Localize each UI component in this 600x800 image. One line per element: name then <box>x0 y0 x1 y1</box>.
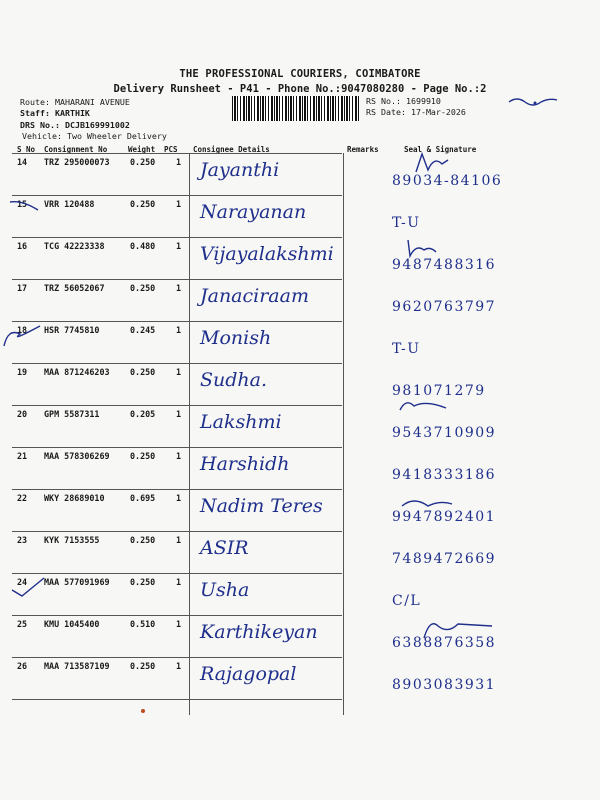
row-consignment: WKY 28689010 <box>44 493 105 503</box>
row-signature: 9543710909 <box>392 425 497 441</box>
row-pcs: 1 <box>176 409 182 419</box>
row-divider <box>12 699 342 700</box>
row-weight: 0.250 <box>130 367 156 377</box>
row-weight: 0.245 <box>130 325 156 335</box>
row-weight: 0.250 <box>130 451 156 461</box>
col-weight: Weight <box>128 145 156 154</box>
row-sno: 22 <box>17 493 28 503</box>
row-consignment: GPM 5587311 <box>44 409 100 419</box>
row-consignee-name: Karthikeyan <box>200 621 318 643</box>
row-divider <box>12 531 342 532</box>
row-divider <box>12 573 342 574</box>
row-pcs: 1 <box>176 619 182 629</box>
row-consignment: TRZ 56052067 <box>44 283 105 293</box>
barcode <box>232 96 360 121</box>
drs-label: DRS No.: DCJB169991002 <box>20 120 130 130</box>
col-seal: Seal & Signature <box>404 145 477 154</box>
row-weight: 0.250 <box>130 157 156 167</box>
row-consignment: KMU 1045400 <box>44 619 100 629</box>
row-divider <box>12 405 342 406</box>
row-consignee-name: Rajagopal <box>200 663 297 685</box>
row-consignee-name: Lakshmi <box>200 411 282 433</box>
signature-icon <box>412 150 452 176</box>
row-pcs: 1 <box>176 577 182 587</box>
row-consignee-name: ASIR <box>200 537 249 559</box>
row-consignment: HSR 7745810 <box>44 325 100 335</box>
row-consignment: TCG 42223338 <box>44 241 105 251</box>
row-signature: T-U <box>392 215 421 231</box>
page-subtitle: Delivery Runsheet - P41 - Phone No.:9047080280 - Page No.:2 <box>113 83 487 95</box>
col-consignee: Consignee Details <box>193 145 270 154</box>
col-sno: S No <box>17 145 36 154</box>
row-sno: 15 <box>17 199 28 209</box>
row-pcs: 1 <box>176 451 182 461</box>
row-signature: 9418333186 <box>392 467 497 483</box>
row-divider <box>12 447 342 448</box>
row-sno: 26 <box>17 661 28 671</box>
row-sno: 19 <box>17 367 28 377</box>
vehicle-label: Vehicle: Two Wheeler Delivery <box>22 131 167 141</box>
row-consignee-name: Jayanthi <box>200 159 280 181</box>
row-pcs: 1 <box>176 283 182 293</box>
row-signature: 981071279 <box>392 383 486 399</box>
row-signature: C/L <box>392 593 422 609</box>
row-sno: 23 <box>17 535 28 545</box>
col-divider <box>343 153 344 715</box>
row-weight: 0.480 <box>130 241 156 251</box>
signature-icon <box>418 616 498 642</box>
row-divider <box>12 489 342 490</box>
rs-number: RS No.: 1699910 <box>366 96 441 106</box>
route-label: Route: MAHARANI AVENUE <box>20 97 130 107</box>
row-sno: 14 <box>17 157 28 167</box>
row-weight: 0.250 <box>130 283 156 293</box>
row-consignee-name: Harshidh <box>200 453 290 475</box>
row-divider <box>12 615 342 616</box>
row-divider <box>12 657 342 658</box>
row-pcs: 1 <box>176 199 182 209</box>
row-weight: 0.250 <box>130 535 156 545</box>
row-pcs: 1 <box>176 241 182 251</box>
row-sno: 24 <box>17 577 28 587</box>
row-consignment: TRZ 295000073 <box>44 157 110 167</box>
row-divider <box>12 321 342 322</box>
row-divider <box>12 363 342 364</box>
row-weight: 0.510 <box>130 619 156 629</box>
col-pcs: PCS <box>164 145 178 154</box>
row-pcs: 1 <box>176 325 182 335</box>
row-consignee-name: Nadim Teres <box>200 495 323 517</box>
row-consignment: MAA 578306269 <box>44 451 110 461</box>
row-pcs: 1 <box>176 493 182 503</box>
row-divider <box>12 237 342 238</box>
rs-date: RS Date: 17-Mar-2026 <box>366 107 466 117</box>
row-signature: 8903083931 <box>392 677 497 693</box>
page-title: THE PROFESSIONAL COURIERS, COIMBATORE <box>179 68 421 80</box>
row-consignee-name: Monish <box>200 327 272 349</box>
header-divider <box>12 153 342 154</box>
row-consignment: MAA 871246203 <box>44 367 110 377</box>
tick-mark-icon <box>8 196 42 212</box>
signature-icon <box>400 494 454 512</box>
row-weight: 0.250 <box>130 199 156 209</box>
row-signature: 9620763797 <box>392 299 497 315</box>
row-sno: 18 <box>17 325 28 335</box>
row-signature: 7489472669 <box>392 551 497 567</box>
row-consignment: MAA 577091969 <box>44 577 110 587</box>
row-consignee-name: Janaciraam <box>200 285 309 307</box>
row-weight: 0.205 <box>130 409 156 419</box>
row-consignee-name: Usha <box>200 579 250 601</box>
row-sno: 16 <box>17 241 28 251</box>
row-divider <box>12 279 342 280</box>
row-signature: T-U <box>392 341 421 357</box>
row-consignment: VRR 120488 <box>44 199 95 209</box>
row-signature: 9947892401 <box>392 509 497 525</box>
tick-mark-icon <box>0 322 46 352</box>
row-signature: 89034-84106 <box>392 173 503 189</box>
row-consignee-name: Sudha. <box>200 369 268 391</box>
staff-label: Staff: KARTHIK <box>20 108 90 118</box>
row-sno: 21 <box>17 451 28 461</box>
signature-icon <box>396 396 450 414</box>
row-signature: 9487488316 <box>392 257 497 273</box>
row-weight: 0.250 <box>130 577 156 587</box>
row-sno: 20 <box>17 409 28 419</box>
tick-mark-icon <box>8 576 48 598</box>
row-pcs: 1 <box>176 535 182 545</box>
row-divider <box>12 195 342 196</box>
row-consignee-name: Narayanan <box>200 201 307 223</box>
row-consignment: KYK 7153555 <box>44 535 100 545</box>
col-remarks: Remarks <box>347 145 379 154</box>
row-pcs: 1 <box>176 661 182 671</box>
row-weight: 0.250 <box>130 661 156 671</box>
pen-scribble-icon <box>505 94 565 108</box>
row-weight: 0.695 <box>130 493 156 503</box>
row-signature: 6388876358 <box>392 635 497 651</box>
row-pcs: 1 <box>176 157 182 167</box>
col-consignment: Consignment No <box>44 145 108 154</box>
row-consignment: MAA 713587109 <box>44 661 110 671</box>
row-pcs: 1 <box>176 367 182 377</box>
row-consignee-name: Vijayalakshmi <box>200 243 334 265</box>
ink-dot-icon <box>138 706 148 716</box>
row-sno: 17 <box>17 283 28 293</box>
row-sno: 25 <box>17 619 28 629</box>
signature-icon <box>404 236 438 258</box>
